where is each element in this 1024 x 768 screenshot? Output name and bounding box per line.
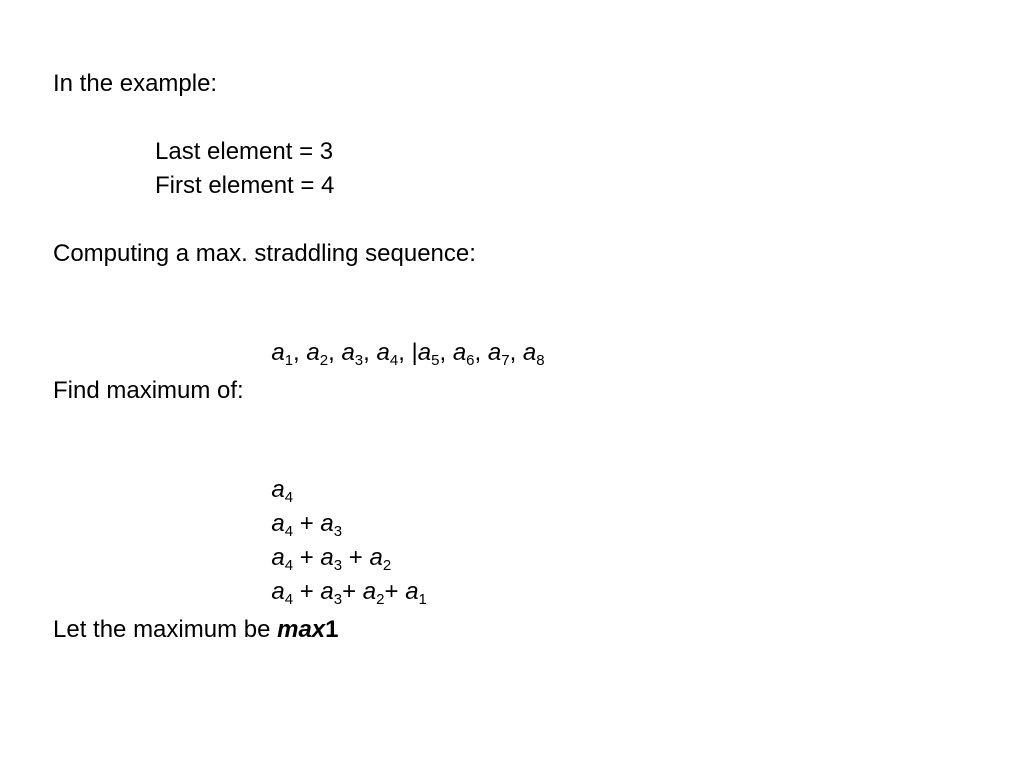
heading-find: Find maximum of: — [53, 377, 244, 404]
seq-term: $a_6$, — [452, 339, 488, 369]
sum-line-2: $a_4 + a_3$ — [271, 510, 343, 540]
seq-term: $a_5$, — [417, 339, 453, 369]
conclusion-line — [53, 615, 339, 645]
heading-example: In the example: — [53, 70, 218, 97]
last-element-text: Last element = 3 — [155, 138, 334, 165]
sequence-line — [258, 308, 545, 368]
seq-term: $a_7$, — [487, 339, 523, 369]
sum-line-4: $a_4 + a_3+ a_2+ a_1$ — [271, 578, 427, 608]
seq-term: $a_8$ — [522, 339, 545, 369]
max-name: max — [277, 616, 326, 643]
seq-term: $a_4$, | — [376, 339, 418, 369]
heading-computing: Computing a max. straddling sequence: — [53, 240, 476, 267]
seq-term: $a_1$, — [271, 339, 307, 369]
seq-term: $a_2$, — [306, 339, 342, 369]
sum-line-3: $a_4 + a_3 + a_2$ — [271, 544, 392, 574]
sum-line-1: $a_4$ — [271, 476, 294, 506]
seq-term: $a_3$, — [341, 339, 377, 369]
max-suffix: 1 — [325, 616, 339, 643]
first-element-text: First element = 4 — [155, 172, 335, 199]
conclusion-prefix: Let the maximum be — [53, 616, 278, 643]
